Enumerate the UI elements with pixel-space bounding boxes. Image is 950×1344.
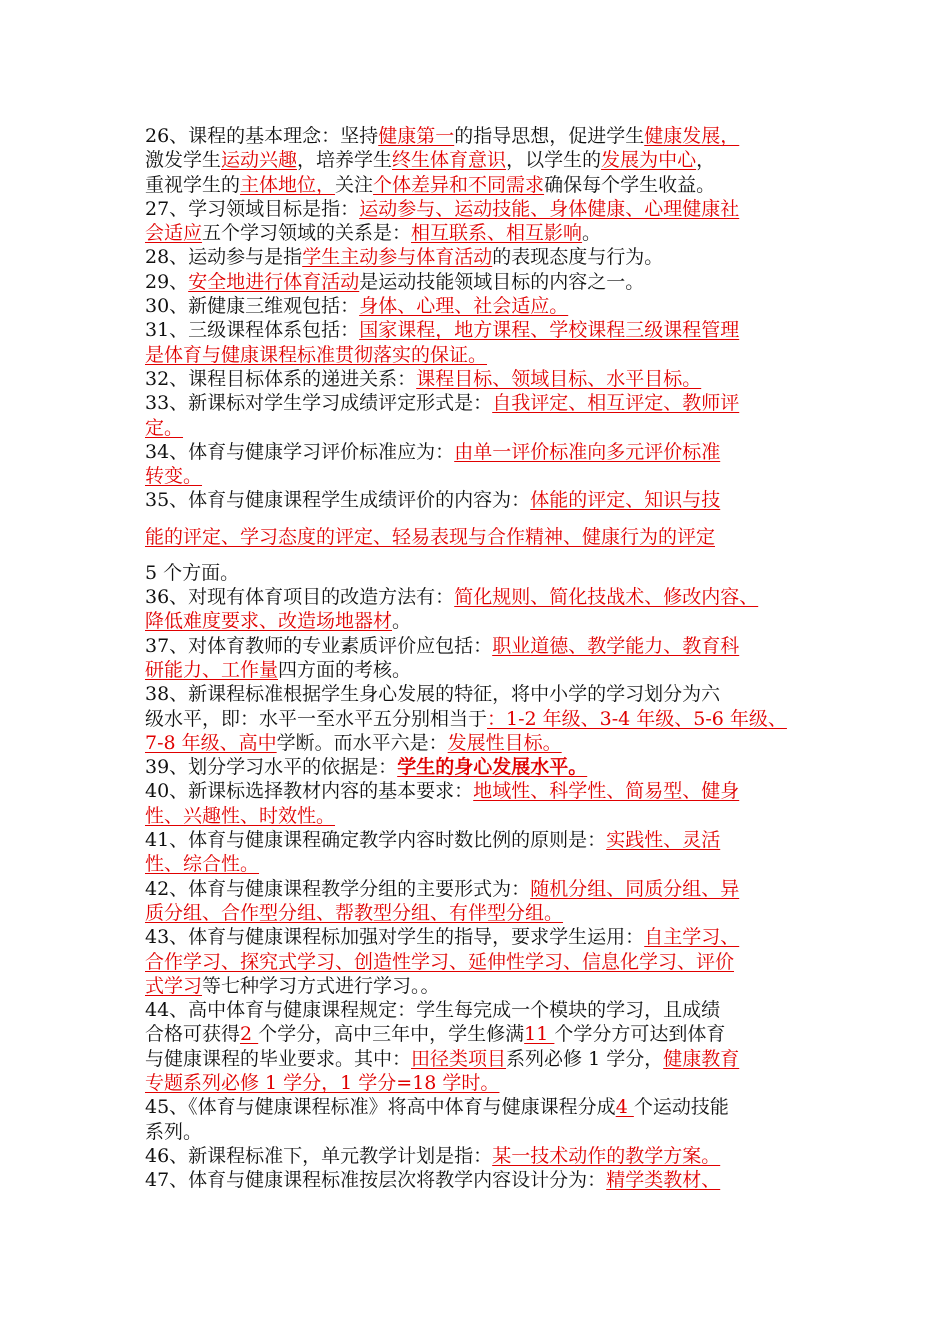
answer-text: 个体差异和不同需求 — [373, 173, 545, 196]
answer-text: 地域性、科学性、简易型、健身 — [473, 780, 740, 803]
text-line — [145, 682, 825, 706]
text-line — [145, 779, 825, 803]
answer-text: 会适应 — [145, 222, 203, 245]
answer-text: 学生的身心发展水平。 — [397, 756, 588, 779]
answer-text: 自我评定、相互评定、教师评 — [492, 392, 740, 415]
question-text: ，培养学生 — [297, 149, 393, 172]
question-text: 合格可获得 — [145, 1023, 241, 1046]
question-text: 44、高中体育与健康课程规定：学生每完成一个模块的学习，且成绩 — [145, 999, 721, 1022]
question-text: 5 个方面。 — [145, 561, 240, 584]
text-line — [145, 585, 825, 609]
answer-text: 某一技术动作的教学方案。 — [492, 1144, 721, 1167]
answer-text: 简化规则、简化技战术、修改内容、 — [454, 586, 759, 609]
answer-text: 发展为中心 — [601, 149, 697, 172]
question-text: 29、 — [145, 270, 189, 293]
question-text: ， — [696, 149, 716, 172]
question-text: 30、新健康三维观包括： — [145, 295, 360, 318]
text-line — [145, 1168, 825, 1192]
text-line — [145, 124, 825, 148]
answer-text: 国家课程，地方课程、学校课程三级课程管理 — [359, 319, 740, 342]
text-line — [145, 440, 825, 464]
text-line — [145, 343, 825, 367]
question-text: 32、课程目标体系的递进关系： — [145, 367, 417, 390]
text-line — [145, 391, 825, 415]
answer-text: 健康发展， — [644, 125, 740, 147]
answer-text: 合作学习、探究式学习、创造性学习、延伸性学习、信息化学习、评价 — [145, 950, 735, 973]
text-line — [145, 755, 825, 779]
text-line — [145, 245, 825, 269]
question-text: 四方面的考核。 — [278, 658, 412, 681]
question-text: 36、对现有体育项目的改造方法有： — [145, 586, 455, 609]
question-text: 43、体育与健康课程标加强对学生的指导，要求学生运用： — [145, 926, 645, 949]
text-line — [145, 1047, 825, 1071]
answer-text: 转变。 — [145, 465, 203, 488]
answer-text: 自主学习、 — [644, 926, 740, 949]
question-text: 46、新课程标准下，单元教学计划是指： — [145, 1144, 493, 1167]
answer-text: 7-8 年级、高中 — [145, 731, 277, 754]
answer-text: 终生体育意识 — [392, 149, 507, 172]
question-text: 确保每个学生收益。 — [544, 173, 716, 196]
question-text: 42、体育与健康课程教学分组的主要形式为： — [145, 877, 531, 900]
answer-text: 式学习 — [145, 974, 203, 997]
text-line — [145, 1071, 825, 1095]
answer-text: 课程目标、领域目标、水平目标。 — [416, 367, 702, 390]
text-line — [145, 609, 825, 633]
text-line — [145, 1144, 825, 1168]
question-text: 。 — [582, 222, 602, 245]
text-line — [145, 731, 825, 755]
question-text: 重视学生的 — [145, 173, 241, 196]
text-line — [145, 197, 825, 221]
answer-text: ：1-2 年级、3-4 年级、5-6 年级、 — [487, 707, 787, 730]
answer-text: 是体育与健康课程标准贯彻落实的保证。 — [145, 343, 488, 366]
question-text: 28、运动参与是指 — [145, 246, 303, 269]
answer-text: 运动参与、运动技能、身体健康、心理健康社 — [359, 197, 740, 220]
text-line — [145, 464, 825, 488]
answer-text: 性、综合性。 — [145, 853, 260, 876]
question-text: 学断。而水平六是： — [276, 731, 448, 754]
answer-text: 健康第一 — [378, 125, 455, 147]
question-text: 26、课程的基本理念：坚持 — [145, 125, 379, 147]
answer-text: 田径类项目 — [411, 1047, 507, 1070]
answer-text: 职业道德、教学能力、教育科 — [492, 634, 740, 657]
question-text: 等七种学习方式进行学习。。 — [202, 974, 440, 997]
question-text: 个学分方可达到体育 — [554, 1023, 726, 1046]
question-text: 是运动技能领域目标的内容之一。 — [359, 270, 645, 293]
text-line — [145, 998, 825, 1022]
answer-text: 2 — [240, 1023, 259, 1046]
text-line — [145, 925, 825, 949]
text-line — [145, 561, 825, 585]
text-line — [145, 974, 825, 998]
question-text: 的表现态度与行为。 — [492, 246, 664, 269]
question-text: 31、三级课程体系包括： — [145, 319, 360, 342]
text-line — [145, 173, 825, 197]
text-line — [145, 852, 825, 876]
text-line — [145, 294, 825, 318]
text-line — [145, 318, 825, 342]
text-line — [145, 828, 825, 852]
answer-text: 性、兴趣性、时效性。 — [145, 804, 336, 827]
text-line — [145, 270, 825, 294]
text-line — [145, 416, 825, 440]
question-text: 38、新课程标准根据学生身心发展的特征，将中小学的学习划分为六 — [145, 683, 721, 706]
answer-text: 研能力、工作量 — [145, 658, 279, 681]
answer-text: 身体、心理、社会适应。 — [359, 295, 569, 318]
text-line — [145, 950, 825, 974]
text-line — [145, 513, 825, 561]
text-line — [145, 221, 825, 245]
question-text: 个学分，高中三年中，学生修满 — [258, 1023, 525, 1046]
question-text: 35、体育与健康课程学生成绩评价的内容为： — [145, 489, 531, 512]
question-text: 与健康课程的毕业要求。其中： — [145, 1047, 412, 1070]
question-text: 。 — [392, 610, 412, 633]
text-line — [145, 707, 825, 731]
text-line — [145, 901, 825, 925]
document-page — [145, 124, 825, 1192]
text-line — [145, 1095, 825, 1119]
text-line — [145, 634, 825, 658]
answer-text: 实践性、灵活 — [606, 829, 721, 852]
question-text: 41、体育与健康课程确定教学内容时数比例的原则是： — [145, 829, 607, 852]
answer-text: 主体地位， — [240, 173, 336, 196]
text-line — [145, 658, 825, 682]
answer-text: 运动兴趣 — [221, 149, 298, 172]
question-text: 的指导思想，促进学生 — [454, 125, 645, 147]
question-text: 激发学生 — [145, 149, 222, 172]
answer-text: 定。 — [145, 416, 184, 439]
text-line — [145, 148, 825, 172]
question-text: 45、《体育与健康课程标准》将高中体育与健康课程分成 — [145, 1096, 616, 1119]
answer-text: 质分组、合作型分组、帮教型分组、有伴型分组。 — [145, 901, 564, 924]
question-text: 40、新课标选择教材内容的基本要求： — [145, 780, 474, 803]
answer-text: 由单一评价标准向多元评价标准 — [454, 440, 721, 463]
answer-text: 相互联系、相互影响 — [411, 222, 583, 245]
question-text: 系列必修 1 学分， — [506, 1047, 664, 1070]
text-line — [145, 1120, 825, 1144]
answer-text: 11 — [524, 1023, 555, 1046]
answer-text: 能的评定、学习态度的评定、轻易表现与合作精神、健康行为的评定 — [145, 525, 716, 548]
answer-text: 安全地进行体育活动 — [188, 270, 360, 293]
text-line — [145, 804, 825, 828]
answer-text: 降低难度要求、改造场地器材 — [145, 610, 393, 633]
text-line — [145, 877, 825, 901]
question-text: 五个学习领域的关系是： — [202, 222, 412, 245]
question-text: 级水平，即：水平一至水平五分别相当于 — [145, 707, 488, 730]
question-text: 系列。 — [145, 1120, 203, 1143]
question-text: 47、体育与健康课程标准按层次将教学内容设计分为： — [145, 1169, 607, 1192]
question-text: 39、划分学习水平的依据是： — [145, 756, 398, 779]
question-text: ，以学生的 — [506, 149, 602, 172]
question-text: 37、对体育教师的专业素质评价应包括： — [145, 634, 493, 657]
answer-text: 精学类教材、 — [606, 1169, 721, 1192]
text-line — [145, 367, 825, 391]
text-line — [145, 1022, 825, 1046]
question-text: 个运动技能 — [633, 1096, 729, 1119]
question-text: 34、体育与健康学习评价标准应为： — [145, 440, 455, 463]
question-text: 33、新课标对学生学习成绩评定形式是： — [145, 392, 493, 415]
answer-text: 学生主动参与体育活动 — [302, 246, 493, 269]
text-line — [145, 488, 825, 512]
question-text: 27、学习领域目标是指： — [145, 197, 360, 220]
question-text: 关注 — [335, 173, 374, 196]
answer-text: 4 — [615, 1096, 634, 1119]
answer-text: 体能的评定、知识与技 — [530, 489, 721, 512]
answer-text: 专题系列必修 1 学分，1 学分=18 学时。 — [145, 1071, 500, 1094]
answer-text: 发展性目标。 — [447, 731, 562, 754]
answer-text: 健康教育 — [663, 1047, 740, 1070]
answer-text: 随机分组、同质分组、异 — [530, 877, 740, 900]
